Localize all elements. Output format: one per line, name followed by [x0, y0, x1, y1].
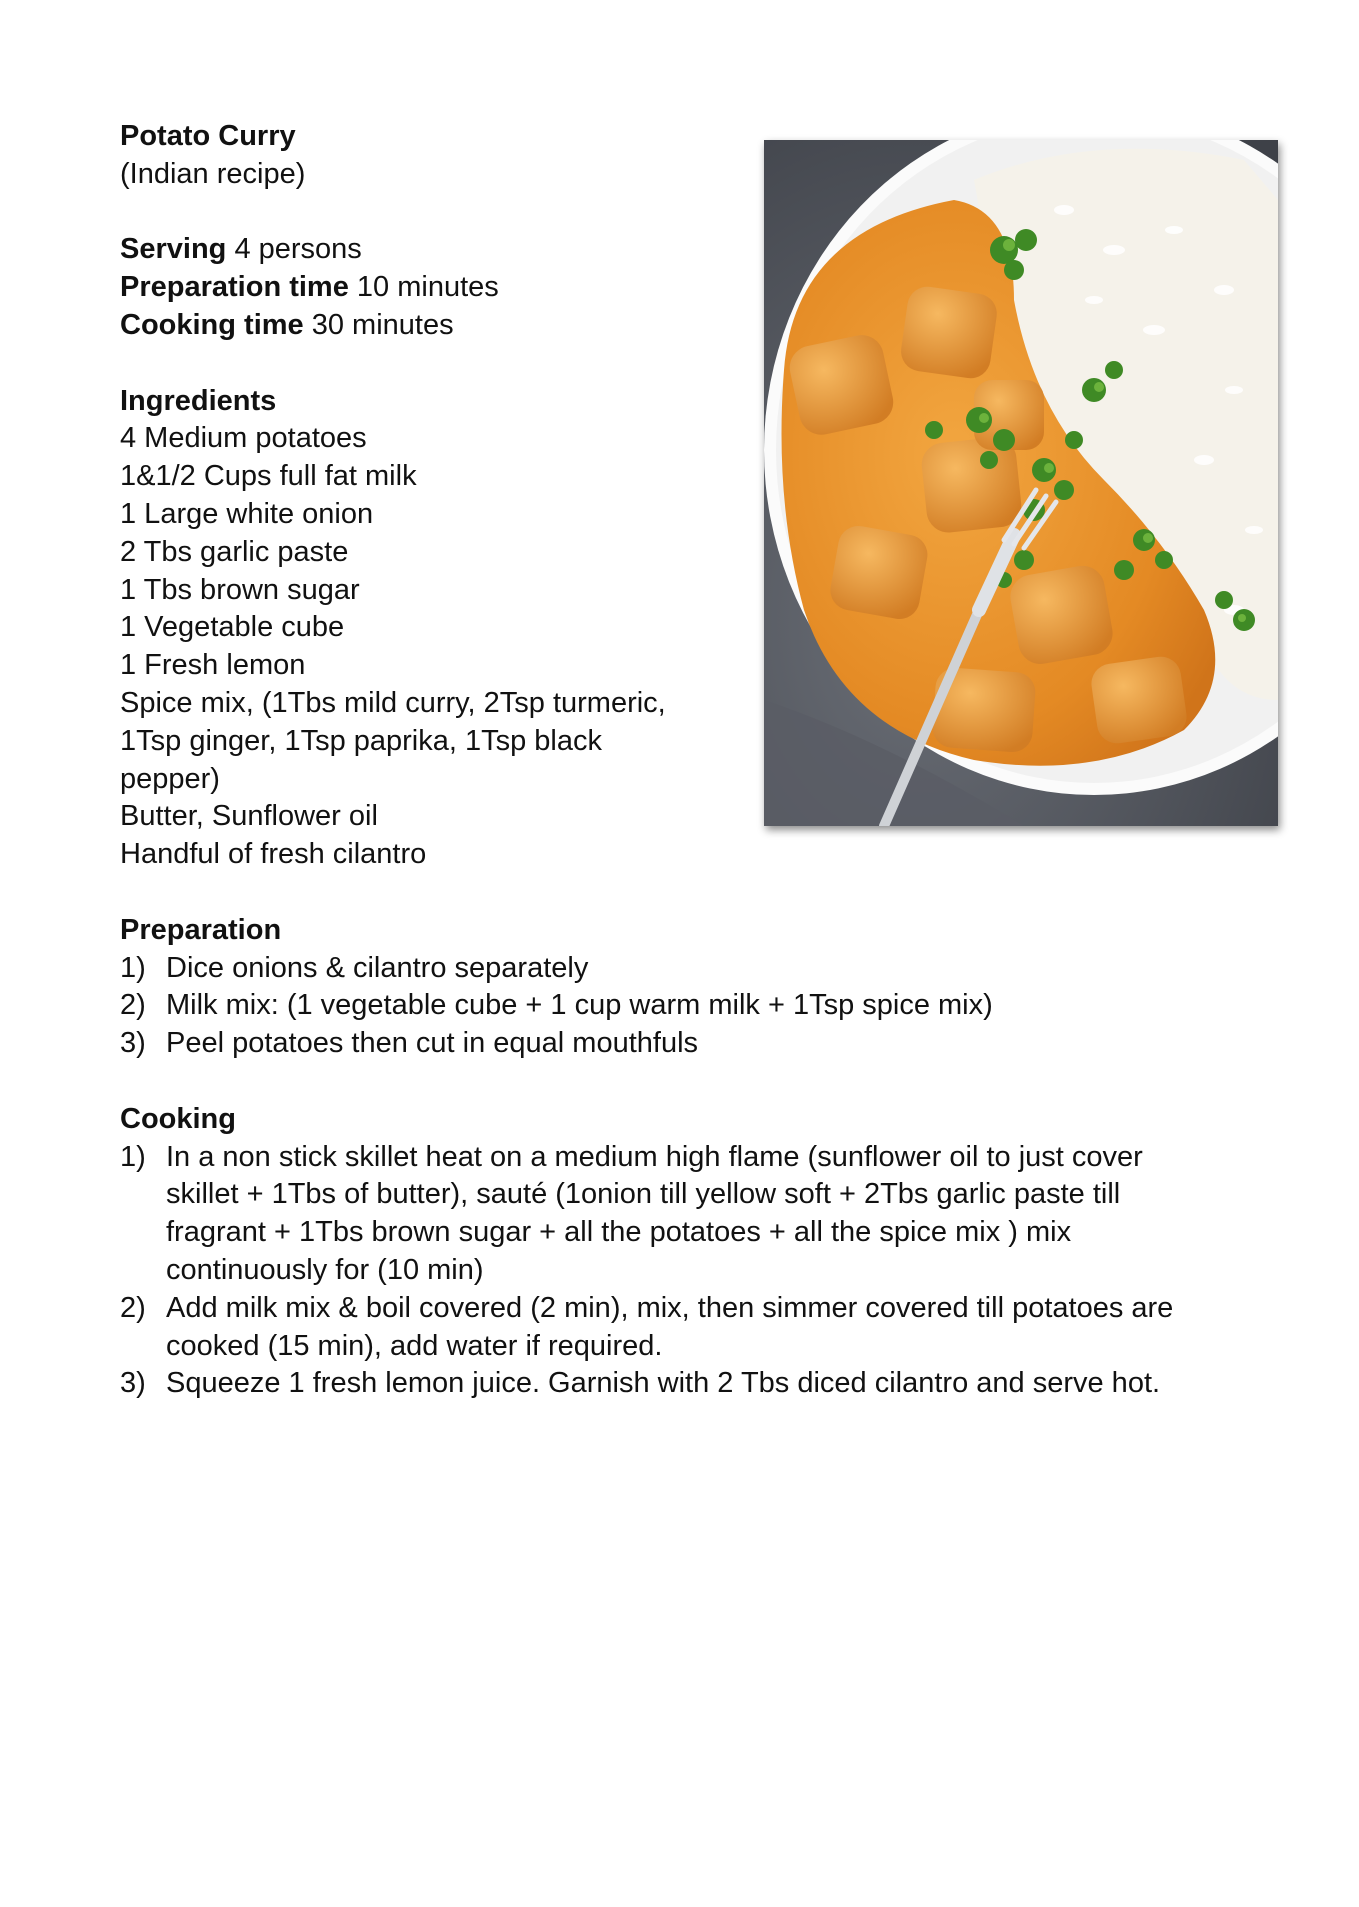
ingredient-item: 1Tsp ginger, 1Tsp paprika, 1Tsp black [120, 724, 602, 757]
spacer [120, 874, 740, 912]
cooking-steps [120, 1139, 1270, 1404]
serving-value: 4 persons [234, 233, 362, 266]
cook-time-line [120, 307, 740, 345]
spacer [120, 194, 740, 232]
preparation-step [120, 987, 1270, 1025]
ingredient-item: 1 Tbs brown sugar [120, 573, 360, 606]
ingredient-item: Spice mix, (1Tbs mild curry, 2Tsp turmeric, [120, 686, 666, 719]
cook-time-label: Cooking time [120, 308, 304, 341]
step-text-line: Add milk mix & boil covered (2 min), mix, then simmer covered till potatoes are [166, 1291, 1174, 1324]
step-text-line: In a non stick skillet heat on a medium high flame (sunflower oil to just cover [166, 1140, 1143, 1173]
step-text-line: Dice onions & cilantro separately [166, 951, 589, 984]
recipe-subtitle: (Indian recipe) [120, 157, 306, 190]
step-text-line: skillet + 1Tbs of butter), sauté (1onion till yellow soft + 2Tbs garlic paste till [166, 1178, 1121, 1211]
preparation-heading: Preparation [120, 913, 282, 946]
cooking-step [120, 1365, 1270, 1403]
ingredient-item: Handful of fresh cilantro [120, 838, 427, 871]
curry-photo [764, 140, 1278, 826]
spacer [120, 345, 740, 383]
step-number: 3) [120, 1367, 146, 1400]
step-number: 2) [120, 1291, 146, 1324]
ingredient-item: 2 Tbs garlic paste [120, 535, 349, 568]
ingredient-item: 1 Large white onion [120, 497, 374, 530]
preparation-steps [120, 950, 1270, 1063]
prep-time-value: 10 minutes [356, 271, 499, 304]
curry-bowl-illustration [764, 140, 1278, 826]
preparation-step [120, 950, 1270, 988]
step-text-line: continuously for (10 min) [166, 1253, 484, 1286]
step-text-line: Peel potatoes then cut in equal mouthfuls [166, 1027, 699, 1060]
recipe-title: Potato Curry [120, 120, 296, 152]
step-text-line: Milk mix: (1 vegetable cube + 1 cup warm milk + 1Tsp spice mix) [166, 989, 993, 1022]
cooking-step [120, 1290, 1270, 1366]
step-number: 1) [120, 1140, 146, 1173]
ingredient-item: pepper) [120, 762, 220, 795]
preparation-step [120, 1025, 1270, 1063]
ingredient-item: 1&1/2 Cups full fat milk [120, 460, 417, 493]
step-number: 1) [120, 951, 146, 984]
recipe-header-column [120, 118, 740, 912]
ingredient-item: 1 Fresh lemon [120, 649, 306, 682]
cooking-step [120, 1139, 1270, 1290]
ingredient-item: 4 Medium potatoes [120, 422, 367, 455]
serving-line [120, 231, 740, 269]
prep-time-line [120, 269, 740, 307]
step-text-line: cooked (15 min), add water if required. [166, 1329, 663, 1362]
spacer [120, 1063, 1270, 1101]
ingredient-item: 1 Vegetable cube [120, 611, 345, 644]
serving-label: Serving [120, 233, 227, 266]
step-number: 3) [120, 1027, 146, 1060]
step-text-line: Squeeze 1 fresh lemon juice. Garnish with 2 Tbs diced cilantro and serve hot. [166, 1367, 1161, 1400]
ingredients-heading: Ingredients [120, 384, 277, 417]
step-number: 2) [120, 989, 146, 1022]
cooking-heading: Cooking [120, 1102, 236, 1135]
ingredient-item: Butter, Sunflower oil [120, 800, 378, 833]
step-text-line: fragrant + 1Tbs brown sugar + all the potatoes + all the spice mix ) mix [166, 1216, 1072, 1249]
cook-time-value: 30 minutes [311, 308, 454, 341]
ingredients-list [120, 420, 740, 874]
prep-time-label: Preparation time [120, 271, 349, 304]
